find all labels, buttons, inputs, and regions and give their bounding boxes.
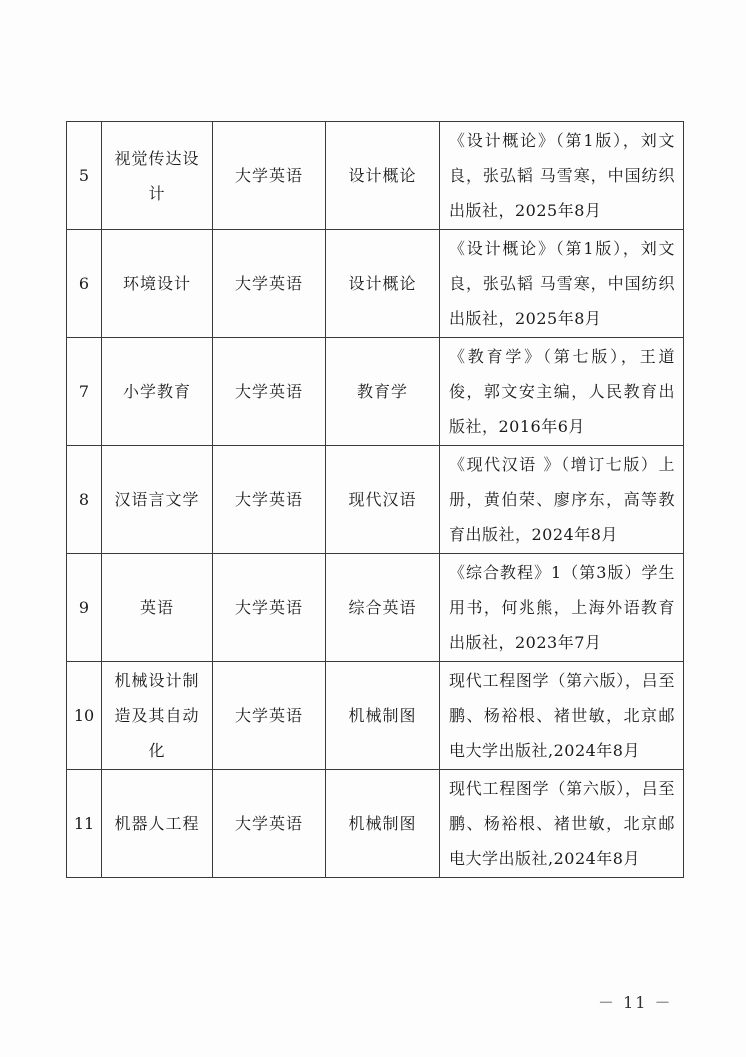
- course-cell: 大学英语: [213, 230, 326, 338]
- textbook-cell: 《现代汉语 》（增订七版）上册，黄伯荣、廖序东，高等教育出版社，2024年8月: [440, 446, 684, 554]
- textbook-cell: 《综合教程》1（第3版）学生用书，何兆熊，上海外语教育出版社，2023年7月: [440, 554, 684, 662]
- major-cell: 汉语言文学: [102, 446, 213, 554]
- subject-cell: 教育学: [326, 338, 440, 446]
- course-cell: 大学英语: [213, 662, 326, 770]
- row-number: 10: [67, 662, 102, 770]
- course-cell: 大学英语: [213, 770, 326, 878]
- table-row: [67, 662, 684, 770]
- major-cell: 小学教育: [102, 338, 213, 446]
- major-cell: 英语: [102, 554, 213, 662]
- major-cell: 机器人工程: [102, 770, 213, 878]
- course-cell: 大学英语: [213, 554, 326, 662]
- textbook-cell: 现代工程图学（第六版），吕至鹏、杨裕根、褚世敏，北京邮电大学出版社,2024年8月: [440, 662, 684, 770]
- subject-cell: 机械制图: [326, 770, 440, 878]
- course-cell: 大学英语: [213, 338, 326, 446]
- page-number: － 11 －: [598, 993, 673, 1012]
- table-row: [67, 230, 684, 338]
- course-cell: 大学英语: [213, 122, 326, 230]
- textbook-cell: 《教育学》（第七版），王道俊，郭文安主编，人民教育出版社，2016年6月: [440, 338, 684, 446]
- table-row: [67, 770, 684, 878]
- table-row: [67, 122, 684, 230]
- major-cell: 环境设计: [102, 230, 213, 338]
- course-cell: 大学英语: [213, 446, 326, 554]
- row-number: 9: [67, 554, 102, 662]
- textbook-cell: 《设计概论》（第1版），刘文良，张弘韬 马雪寒，中国纺织出版社，2025年8月: [440, 122, 684, 230]
- table-row: [67, 446, 684, 554]
- textbook-cell: 《设计概论》（第1版），刘文良，张弘韬 马雪寒，中国纺织出版社，2025年8月: [440, 230, 684, 338]
- subject-cell: 设计概论: [326, 230, 440, 338]
- row-number: 7: [67, 338, 102, 446]
- textbook-cell: 现代工程图学（第六版），吕至鹏、杨裕根、褚世敏，北京邮电大学出版社,2024年8月: [440, 770, 684, 878]
- table-row: [67, 554, 684, 662]
- course-textbook-table: [66, 121, 684, 878]
- subject-cell: 机械制图: [326, 662, 440, 770]
- row-number: 5: [67, 122, 102, 230]
- major-cell: 机械设计制造及其自动化: [102, 662, 213, 770]
- table-row: [67, 338, 684, 446]
- row-number: 6: [67, 230, 102, 338]
- subject-cell: 现代汉语: [326, 446, 440, 554]
- row-number: 11: [67, 770, 102, 878]
- subject-cell: 综合英语: [326, 554, 440, 662]
- major-cell: 视觉传达设计: [102, 122, 213, 230]
- subject-cell: 设计概论: [326, 122, 440, 230]
- row-number: 8: [67, 446, 102, 554]
